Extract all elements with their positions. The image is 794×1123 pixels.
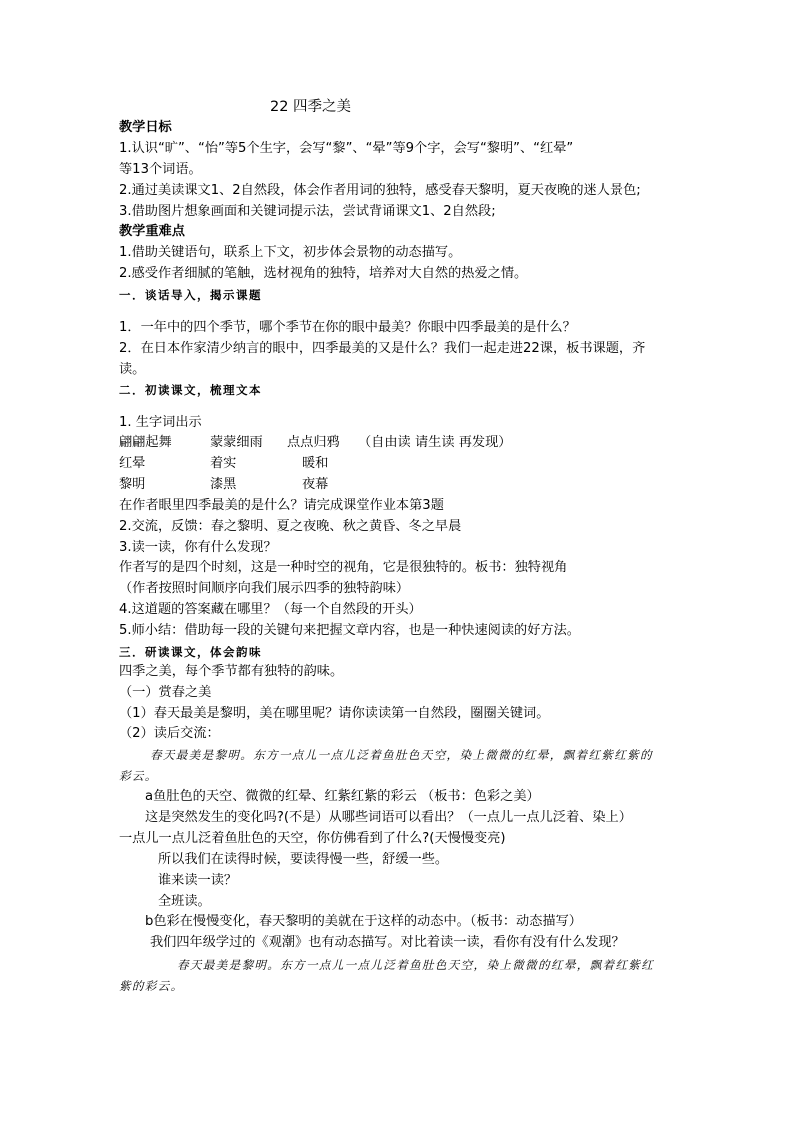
key-point: 2.感受作者细腻的笔触，选材视角的独特，培养对大自然的热爱之情。 bbox=[119, 266, 528, 281]
analysis-line: b色彩在慢慢变化，春天黎明的美就在于这样的动态中。（板书：动态描写） bbox=[145, 914, 582, 929]
section2-line: 4.这道题的答案藏在哪里？（每一个自然段的开头） bbox=[119, 602, 422, 617]
section1-line: 1．一年中的四个季节，哪个季节在你的眼中最美？你眼中四季最美的是什么？ bbox=[119, 320, 576, 335]
key-point: 1.借助关键语句，联系上下文，初步体会景物的动态描写。 bbox=[119, 245, 462, 260]
section1-line: 2．在日本作家清少纳言的眼中，四季最美的又是什么？我们一起走进22课，板书课题，齐 bbox=[119, 341, 646, 356]
vocab-word: 夜幕 bbox=[302, 477, 329, 492]
section2-line: 3.读一读，你有什么发现？ bbox=[119, 540, 277, 555]
vocab-title: 1. 生字词出示 bbox=[119, 415, 202, 430]
quote-line: 彩云。 bbox=[119, 769, 158, 783]
goals-heading: 教学日标 bbox=[119, 120, 172, 135]
vocab-note: （自由读 请生读 再发现） bbox=[358, 435, 512, 450]
section2-line: 2.交流，反馈：春之黎明、夏之夜晚、秋之黄昏、冬之早晨 bbox=[119, 519, 462, 534]
vocab-word: 翩翩起舞 bbox=[119, 435, 172, 450]
section2-line: 作者写的是四个时刻，这是一种时空的视角，它是很独特的。板书：独特视角 bbox=[119, 560, 568, 575]
vocab-word: 暖和 bbox=[302, 456, 329, 471]
vocab-word: 点点归鸦 bbox=[287, 435, 340, 450]
vocab-word: 蒙蒙细雨 bbox=[210, 435, 263, 450]
section-heading-3: 三．研读课文，体会韵味 bbox=[119, 645, 262, 659]
section-heading-1: 一．谈话导入，揭示课题 bbox=[119, 288, 262, 302]
quote-line: 春天最美是黎明。东方一点儿一点儿泛着鱼肚色天空，染上微微的红晕，飘着红紫红 bbox=[177, 958, 655, 972]
analysis-line: 谁来读一读？ bbox=[158, 873, 238, 888]
analysis-line: a鱼肚色的天空、微微的红晕、红紫红紫的彩云 （板书：色彩之美） bbox=[145, 789, 540, 804]
section2-line: （作者按照时间顺序向我们展示四季的独特韵味） bbox=[119, 581, 410, 596]
quote-line: 紫的彩云。 bbox=[119, 979, 184, 993]
analysis-line: 所以我们在读得时候，要读得慢一些，舒缓一些。 bbox=[158, 852, 449, 867]
section1-line: 读。 bbox=[119, 362, 146, 377]
vocab-word: 红晕 bbox=[119, 456, 146, 471]
key-heading: 教学重难点 bbox=[119, 224, 185, 239]
analysis-line: 我们四年级学过的《观潮》也有动态描写。对比着读一读，看你有没有什么发现？ bbox=[150, 935, 625, 950]
vocab-word: 黎明 bbox=[119, 477, 146, 492]
section2-line: 在作者眼里四季最美的是什么？请完成课堂作业本第3题 bbox=[119, 498, 444, 513]
question-line: （1）春天最美是黎明，美在哪里呢？请你读读第一自然段，圈圈关键词。 bbox=[119, 706, 550, 721]
goal-line: 1.认识“旷”、“怡”等5个生字，会写“黎”、“晕”等9个字，会写“黎明”、“红晕” bbox=[119, 141, 574, 156]
quote-line: 春天最美是黎明。东方一点儿一点儿泛着鱼肚色天空，染上微微的红晕，飘着红紫红紫的 bbox=[150, 748, 653, 762]
analysis-line: 全班读。 bbox=[158, 894, 211, 909]
subsection-heading: （一）赏春之美 bbox=[119, 685, 212, 700]
page-title: 22 四季之美 bbox=[270, 99, 352, 115]
goal-line: 2.通过美读课文1、2自然段，体会作者用词的独特，感受春天黎明，夏天夜晚的迷人景色; bbox=[119, 183, 641, 198]
section3-intro: 四季之美，每个季节都有独特的韵味。 bbox=[119, 664, 344, 679]
vocab-word: 着实 bbox=[210, 456, 237, 471]
goal-line: 3.借助图片想象画面和关键词提示法，尝试背诵课文1、2自然段; bbox=[119, 204, 496, 219]
section-heading-2: 二．初读课文，梳理文本 bbox=[119, 383, 262, 397]
question-line: （2）读后交流： bbox=[119, 726, 220, 741]
vocab-word: 漆黑 bbox=[210, 477, 237, 492]
section2-line: 5.师小结：借助每一段的关键句来把握文章内容，也是一种快速阅读的好方法。 bbox=[119, 623, 580, 638]
goal-line: 等13个词语。 bbox=[119, 162, 202, 177]
analysis-line: 这是突然发生的变化吗?(不是）从哪些词语可以看出？（一点儿一点儿泛着、染上） bbox=[145, 810, 632, 825]
analysis-line: 一点儿一点儿泛着鱼肚色的天空，你仿佛看到了什么?(天慢慢变亮) bbox=[119, 831, 506, 846]
